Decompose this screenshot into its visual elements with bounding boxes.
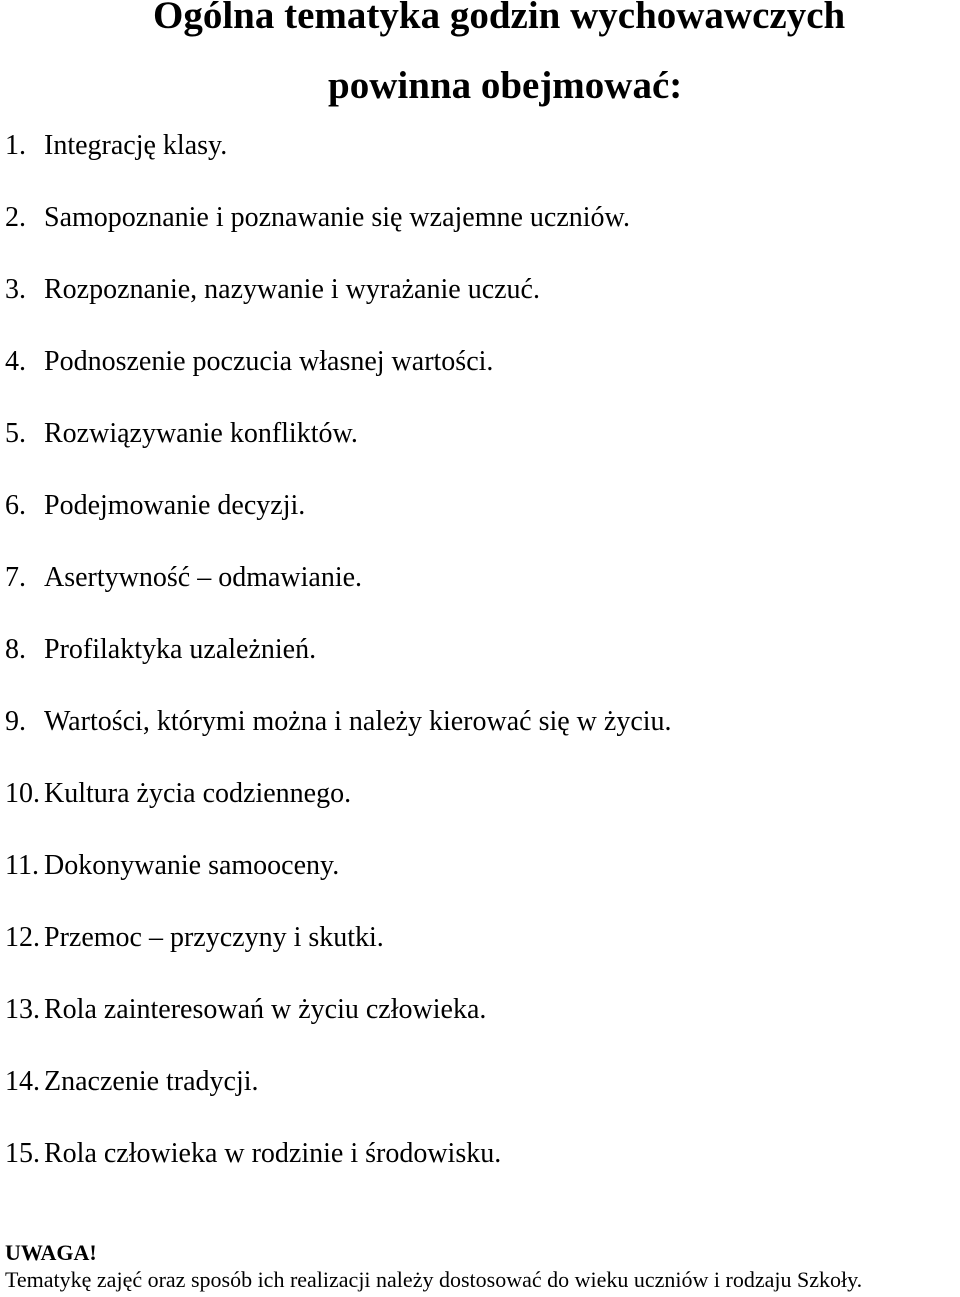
list-item-text: Dokonywanie samooceny. (44, 850, 340, 881)
page-title-line-2: powinna obejmować: (328, 64, 683, 107)
list-item (5, 920, 672, 992)
list-item-number: 1. (5, 130, 26, 161)
list-item-text: Rola zainteresowań w życiu człowieka. (44, 994, 487, 1025)
list-item-number: 3. (5, 274, 26, 305)
list-item-text: Integrację klasy. (44, 130, 228, 161)
note-text: Tematykę zajęć oraz sposób ich realizacji należy dostosować do wieku uczniów i rodzaju Szkoły. (5, 1267, 863, 1292)
list-item-number: 8. (5, 634, 26, 665)
topic-list (5, 128, 672, 1208)
list-item (5, 128, 672, 200)
list-item-text: Rozwiązywanie konfliktów. (44, 418, 358, 449)
list-item (5, 560, 672, 632)
list-item (5, 632, 672, 704)
list-item-text: Podejmowanie decyzji. (44, 490, 306, 521)
list-item-number: 12. (5, 922, 40, 953)
list-item-number: 2. (5, 202, 26, 233)
note-heading: UWAGA! (5, 1240, 97, 1265)
list-item-number: 11. (5, 850, 39, 881)
page-title-line-1: Ogólna tematyka godzin wychowawczych (153, 0, 846, 37)
list-item (5, 1136, 672, 1208)
list-item-number: 5. (5, 418, 26, 449)
list-item-text: Podnoszenie poczucia własnej wartości. (44, 346, 494, 377)
list-item-text: Profilaktyka uzależnień. (44, 634, 317, 665)
list-item-text: Znaczenie tradycji. (44, 1066, 259, 1097)
list-item (5, 776, 672, 848)
list-item-number: 4. (5, 346, 26, 377)
list-item-text: Asertywność – odmawianie. (44, 562, 363, 593)
list-item-number: 14. (5, 1066, 40, 1097)
list-item-number: 10. (5, 778, 40, 809)
list-item (5, 848, 672, 920)
list-item (5, 992, 672, 1064)
list-item-number: 6. (5, 490, 26, 521)
list-item (5, 1064, 672, 1136)
list-item-text: Rola człowieka w rodzinie i środowisku. (44, 1138, 502, 1169)
list-item (5, 416, 672, 488)
list-item-text: Przemoc – przyczyny i skutki. (44, 922, 384, 953)
list-item (5, 200, 672, 272)
list-item (5, 488, 672, 560)
list-item-text: Rozpoznanie, nazywanie i wyrażanie uczuć. (44, 274, 540, 305)
list-item (5, 344, 672, 416)
list-item-text: Wartości, którymi można i należy kierować się w życiu. (44, 706, 672, 737)
list-item-number: 15. (5, 1138, 40, 1169)
list-item (5, 272, 672, 344)
list-item-number: 7. (5, 562, 26, 593)
list-item-number: 9. (5, 706, 26, 737)
list-item (5, 704, 672, 776)
list-item-number: 13. (5, 994, 40, 1025)
list-item-text: Kultura życia codziennego. (44, 778, 352, 809)
list-item-text: Samopoznanie i poznawanie się wzajemne uczniów. (44, 202, 630, 233)
